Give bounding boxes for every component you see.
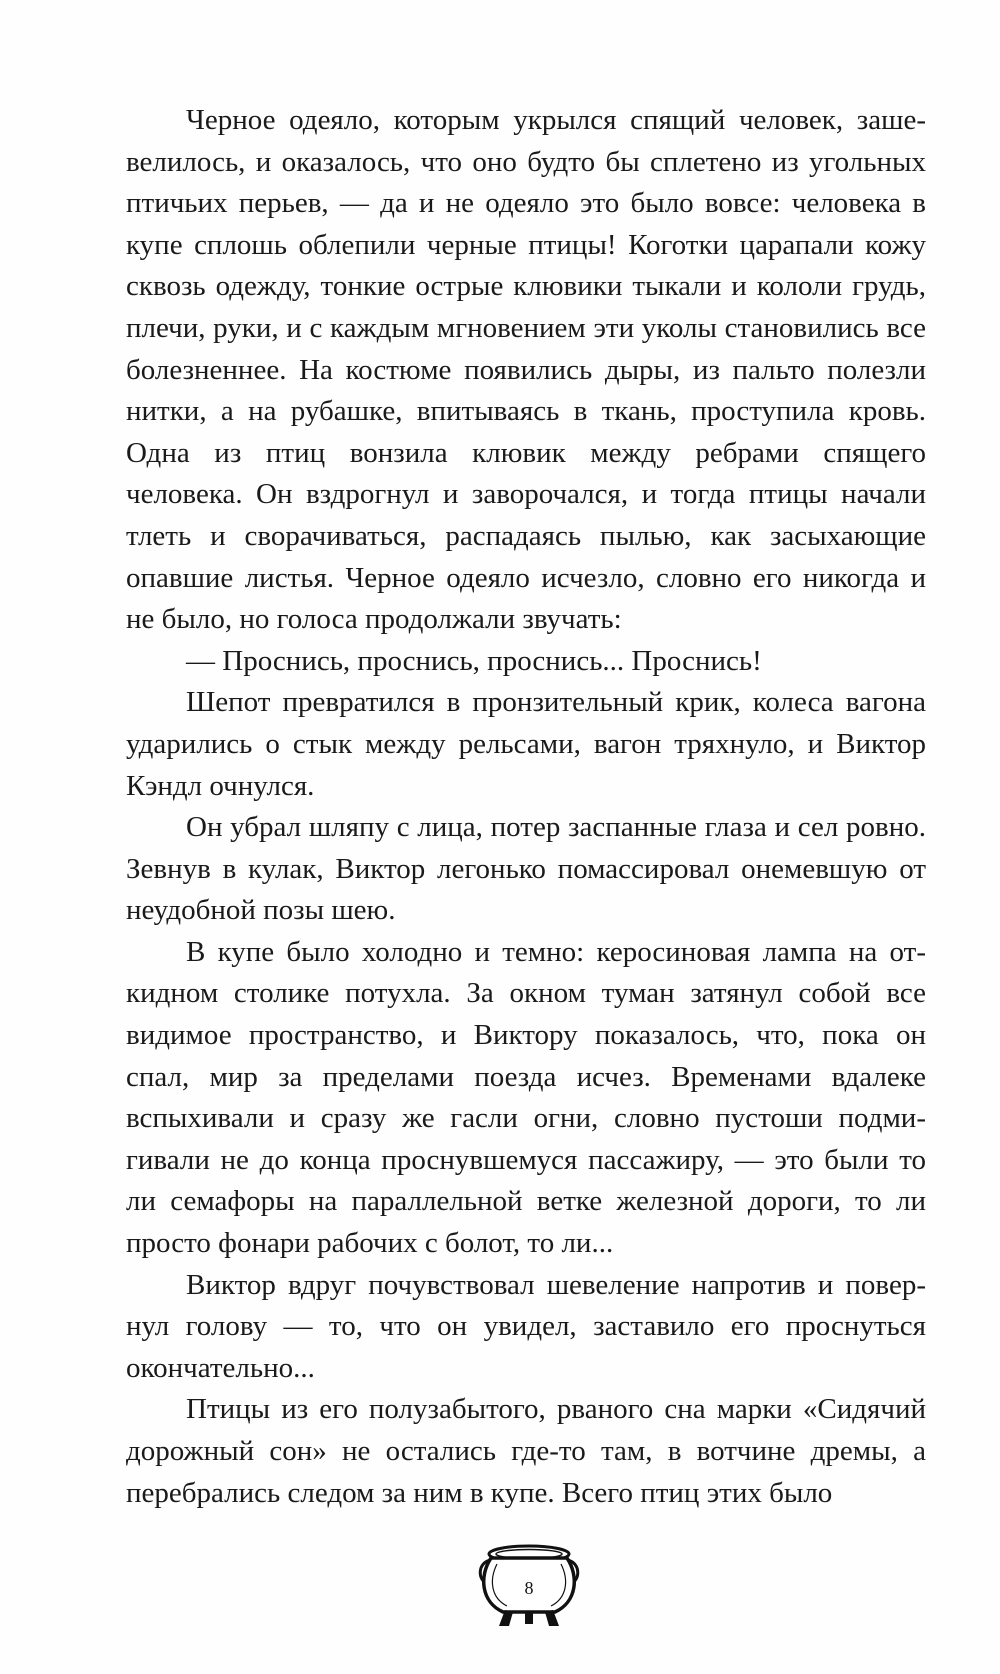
paragraph-2: — Проснись, проснись, проснись... Проснись!	[186, 644, 762, 677]
paragraph-6: Виктор вдруг почувствовал шевеление напротив и повернул голову — то, что он увидел, заставило его проснуться окончательно...	[126, 1268, 926, 1384]
body-text	[126, 100, 926, 1514]
paragraph-5: В купе было холодно и темно: керосиновая лампа на откидном столике потухла. За окном туман затянул собой все видимое пространство, и Виктору показалось, что, пока он спал, мир за пределами поезда исчез. Временами вдалеке вспыхивали и сразу же гасли огни, словно пустоши подмигивали не до конца проснувшемуся пассажиру, — это были то ли семафоры на параллельной ветке железной дороги, то ли просто фонари рабочих с болот, то ли...	[126, 935, 926, 1260]
page-number-ornament	[469, 1540, 589, 1632]
paragraph-4: Он убрал шляпу с лица, потер заспанные глаза и сел ровно. Зевнув в кулак, Виктор легонько помассировал онемевшую от неудобной позы шею.	[126, 811, 926, 927]
paragraph-7: Птицы из его полузабытого, рваного сна марки «Сидячий дорожный сон» не остались где-то там, в вотчине дремы, а перебрались следом за ним в купе. Всего птиц этих было	[126, 1393, 926, 1509]
paragraph-1: Черное одеяло, которым укрылся спящий человек, зашевелилось, и оказалось, что оно будто бы сплетено из угольных птичьих перьев, — да и не одеяло это было вовсе: человека в купе сплошь облепили черные птицы! Коготки царапали кожу сквозь одежду, тонкие острые клювики тыкали и кололи грудь, плечи, руки, и с каждым мгновением эти уколы становились все болезненнее. На костюме появились дыры, из пальто полезли нитки, а на рубашке, впитываясь в ткань, проступила кровь. Одна из птиц вонзила клювик между ребрами спящего человека. Он вздрогнул и заворочался, и тогда птицы начали тлеть и сворачиваться, распадаясь пылью, как засыхающие опавшие листья. Черное одеяло исчезло, словно его никогда и не было, но голоса продолжали звучать:	[126, 104, 926, 636]
paragraph-3: Шепот превратился в пронзительный крик, колеса вагона ударились о стык между рельсами, вагон тряхнуло, и Виктор Кэндл очнулся.	[126, 686, 926, 802]
page-number: 8	[524, 1578, 534, 1598]
